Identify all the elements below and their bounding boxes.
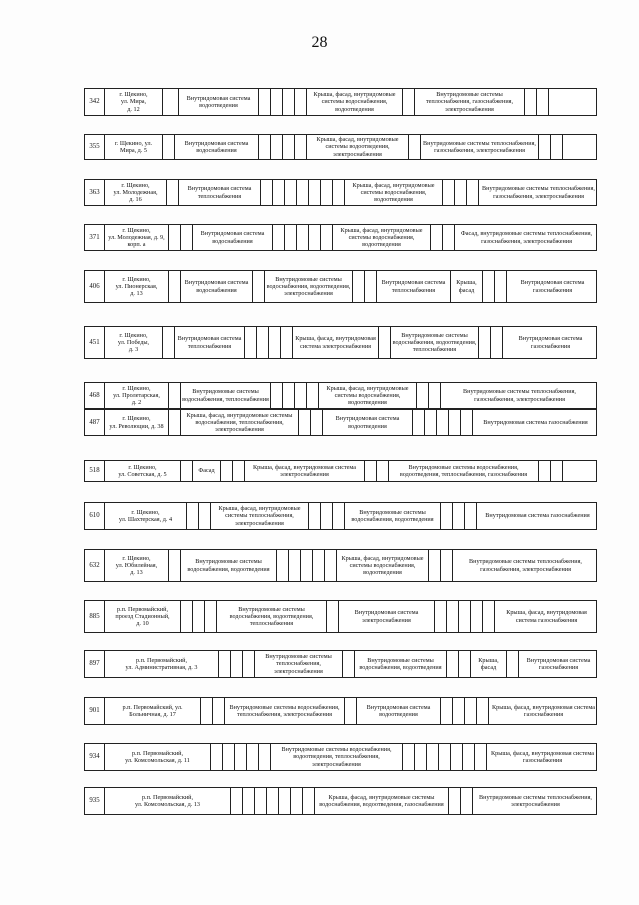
empty-cell	[169, 383, 181, 408]
work-cell: Внутридомовая система теплоснабжения	[175, 327, 245, 358]
address-cell	[105, 550, 169, 581]
empty-cell	[475, 744, 487, 770]
work-cell: Внутридомовые системы водоснабжения, водоотведения, электроснабжения	[265, 271, 353, 302]
work-cell: Фасад	[193, 461, 221, 481]
empty-cell	[435, 601, 447, 632]
work-cell: Крыша, фасад, внутридомовая система электроснабжения	[245, 461, 365, 481]
address-cell	[105, 744, 211, 770]
work-cell: Внутридомовые системы теплоснабжения, газоснабжения, электроснабжения	[463, 388, 576, 403]
empty-cell	[427, 744, 439, 770]
table-row	[84, 787, 597, 815]
work-cell: Крыша, фасад, внутридомовые системы водоотведения, электроснабжения	[307, 135, 409, 159]
empty-cell	[551, 461, 563, 481]
empty-cell	[321, 225, 333, 250]
empty-cell	[309, 225, 321, 250]
address-line: д. 3	[128, 346, 139, 354]
address-line: ул. Молодежная, д. 9,	[108, 233, 165, 241]
table-row	[84, 134, 597, 160]
empty-cell	[181, 461, 193, 481]
empty-cell	[245, 327, 257, 358]
empty-cell	[413, 410, 425, 435]
empty-cell	[333, 503, 345, 529]
empty-cell	[295, 135, 307, 159]
table-row	[84, 697, 597, 725]
address-cell	[105, 788, 231, 814]
empty-cell	[365, 461, 377, 481]
address-line: г. Щекино,	[119, 91, 148, 99]
empty-cell	[223, 744, 235, 770]
empty-cell	[495, 271, 507, 302]
empty-cell	[277, 550, 289, 581]
address-line: г. Щекино,	[131, 508, 160, 516]
address-cell	[105, 461, 181, 481]
address-line: р.п. Первомайский,	[116, 605, 169, 613]
row-number: 342	[85, 89, 105, 115]
empty-cell	[199, 503, 211, 529]
work-cell: Крыша, фасад, внутридомовая система газоснабжения	[490, 749, 595, 764]
empty-cell	[221, 461, 233, 481]
address-cell	[105, 180, 167, 205]
empty-cell	[333, 180, 345, 205]
empty-cell	[163, 327, 175, 358]
empty-cell	[291, 788, 303, 814]
empty-cell	[297, 225, 309, 250]
empty-cell	[453, 698, 465, 724]
empty-cell	[471, 601, 483, 632]
empty-cell	[417, 383, 429, 408]
address-line: р.п. Первомайский,	[135, 656, 188, 664]
table-row	[84, 650, 597, 678]
empty-cell	[243, 788, 255, 814]
address-line: ул. Революции, д. 38	[109, 422, 164, 430]
address-line: р.п. Первомайский,	[131, 749, 184, 757]
work-cell: Внутридомовые системы водоснабжения, водоотведения	[181, 550, 277, 581]
work-cell: Внутридомовая система теплоснабжения	[179, 180, 261, 205]
address-cell	[105, 698, 201, 724]
empty-cell	[483, 601, 495, 632]
row-number: 406	[85, 271, 105, 302]
empty-cell	[211, 744, 223, 770]
address-line: г. Щекино, ул.	[114, 139, 153, 147]
address-line: проезд Стадионный,	[115, 612, 170, 620]
empty-cell	[219, 651, 231, 677]
table-row	[84, 224, 597, 251]
empty-cell	[283, 383, 295, 408]
empty-cell	[461, 788, 473, 814]
table-row	[84, 743, 597, 771]
row-number: 363	[85, 180, 105, 205]
empty-cell	[295, 383, 307, 408]
empty-cell	[415, 744, 427, 770]
empty-cell	[311, 410, 323, 435]
work-cell: Внутридомовые системы теплоснабжения, электроснабжения	[479, 793, 592, 808]
work-cell: Внутридомовые системы водоснабжения, водоотведения, теплоснабжения	[391, 327, 479, 358]
empty-cell	[299, 410, 311, 435]
work-cell: Внутридомовые системы водоснабжения, водоотведения, теплоснабжения, электроснабжения	[271, 744, 403, 770]
work-cell: Внутридомовая система газоснабжения	[520, 279, 585, 294]
address-line: г. Щекино,	[119, 331, 148, 339]
table-row	[84, 502, 597, 530]
empty-cell	[273, 225, 285, 250]
empty-cell	[285, 180, 297, 205]
empty-cell	[273, 180, 285, 205]
address-line: д. 13	[130, 290, 143, 298]
empty-cell	[303, 788, 315, 814]
address-cell	[105, 225, 169, 250]
work-cell: Крыша, фасад, внутридомовые системы водоснабжения, водоотведения	[319, 383, 417, 408]
empty-cell	[169, 271, 181, 302]
work-cell: Внутридомовые системы теплоснабжения, газоснабжения, электроснабжения	[415, 89, 525, 115]
work-cell: Крыша, фасад	[471, 651, 507, 677]
address-line: р.п. Первомайский, ул.	[122, 703, 183, 711]
row-number: 610	[85, 503, 105, 529]
empty-cell	[443, 225, 455, 250]
empty-cell	[181, 225, 193, 250]
row-number: 632	[85, 550, 105, 581]
table-row	[84, 270, 597, 303]
row-number: 355	[85, 135, 105, 159]
empty-cell	[205, 601, 217, 632]
empty-cell	[437, 410, 449, 435]
empty-cell	[257, 327, 269, 358]
empty-cell	[281, 327, 293, 358]
address-cell	[105, 601, 181, 632]
table-row	[84, 88, 597, 116]
row-number: 451	[85, 327, 105, 358]
work-cell: Внутридомовые системы теплоснабжения, газоснабжения, электроснабжения	[421, 135, 539, 159]
empty-cell	[169, 225, 181, 250]
work-cell: Внутридомовые системы водоснабжения, водоотведения	[355, 651, 447, 677]
work-cell: Крыша, фасад, внутридомовые системы водоснабжения, водоотведения, газоснабжения	[315, 788, 449, 814]
table-row	[84, 179, 597, 206]
address-line: ул. Административная, д. 3	[125, 664, 198, 671]
empty-cell	[449, 410, 461, 435]
work-cell: Внутридомовые системы водоснабжения, водоотведения	[345, 503, 441, 529]
work-cell: Внутридомовая система теплоснабжения	[377, 271, 451, 302]
empty-cell	[467, 180, 479, 205]
empty-cell	[563, 135, 598, 159]
work-cell: Крыша, фасад, внутридомовые системы теплоснабжения, электроснабжения	[211, 503, 309, 529]
empty-cell	[231, 651, 243, 677]
empty-cell	[447, 601, 459, 632]
empty-cell	[453, 503, 465, 529]
empty-cell	[449, 788, 461, 814]
address-cell	[105, 135, 163, 159]
empty-cell	[465, 698, 477, 724]
empty-cell	[259, 135, 271, 159]
address-cell	[105, 410, 169, 435]
empty-cell	[163, 89, 179, 115]
table-row	[84, 600, 597, 633]
empty-cell	[193, 601, 205, 632]
empty-cell	[283, 135, 295, 159]
address-line: г. Щекино,	[121, 181, 150, 189]
row-number: 934	[85, 744, 105, 770]
address-line: ул. Мира,	[120, 98, 147, 106]
address-line: г. Щекино,	[128, 463, 157, 471]
empty-cell	[539, 461, 551, 481]
empty-cell	[201, 698, 213, 724]
work-cell: Внутридомовая система водоснабжения	[181, 271, 253, 302]
empty-cell	[327, 601, 339, 632]
empty-cell	[259, 744, 271, 770]
work-cell: Крыша, фасад, внутридомовые системы водоснабжения, водоотведения	[337, 550, 429, 581]
address-line: д. 12	[127, 105, 140, 113]
empty-cell	[255, 788, 267, 814]
empty-cell	[167, 180, 179, 205]
row-number: 487	[85, 410, 105, 435]
empty-cell	[447, 651, 459, 677]
empty-cell	[443, 180, 455, 205]
work-cell: Внутридомовая система газоснабжения	[518, 335, 583, 350]
work-cell: Внутридомовые системы водоснабжения, теплоснабжения, электроснабжения	[225, 698, 345, 724]
row-number: 518	[85, 461, 105, 481]
work-cell: Внутридомовые системы теплоснабжения, электроснабжения	[255, 651, 343, 677]
address-line: д. 13	[130, 569, 143, 577]
empty-cell	[243, 651, 255, 677]
table-row	[84, 382, 597, 409]
table-row	[84, 409, 597, 436]
work-cell: Внутридомовая система электроснабжения	[339, 601, 435, 632]
work-cell: Внутридомовые системы водоснабжения, теплоснабжения	[181, 383, 271, 408]
empty-cell	[479, 327, 491, 358]
address-line: д. 10	[136, 620, 149, 628]
empty-cell	[539, 135, 551, 159]
work-cell: Внутридомовая система водоотведения	[357, 698, 441, 724]
empty-cell	[309, 503, 321, 529]
work-cell: Внутридомовые системы теплоснабжения, газоснабжения, электроснабжения	[482, 185, 595, 200]
empty-cell	[163, 135, 175, 159]
empty-cell	[477, 698, 489, 724]
work-cell: Крыша, фасад, внутридомовые системы водоснабжения, водоотведения	[307, 89, 403, 115]
empty-cell	[353, 271, 365, 302]
row-number: 885	[85, 601, 105, 632]
address-line: ул. Шахтерская, д. 4	[118, 516, 173, 523]
empty-cell	[259, 89, 271, 115]
empty-cell	[321, 180, 333, 205]
empty-cell	[233, 461, 245, 481]
empty-cell	[343, 651, 355, 677]
work-cell: Крыша, фасад	[451, 271, 483, 302]
address-line: ул. Победы,	[117, 338, 150, 346]
address-line: ул. Комсомольская, д. 13	[134, 801, 201, 808]
work-cell: Крыша, фасад, внутридомовая система электроснабжения	[293, 327, 379, 358]
page-number: 28	[311, 34, 328, 51]
empty-cell	[403, 744, 415, 770]
empty-cell	[269, 327, 281, 358]
address-line: ул. Молодежная,	[113, 188, 158, 196]
empty-cell	[465, 503, 477, 529]
empty-cell	[261, 180, 273, 205]
empty-cell	[459, 601, 471, 632]
work-cell: Внутридомовые системы водоснабжения, водоотведения, теплоснабжения	[217, 601, 327, 632]
empty-cell	[429, 383, 441, 408]
address-line: ул. Советская, д. 5	[118, 471, 167, 478]
work-cell: Крыша, фасад, внутридомовые системы водоснабжения, водоотведения	[333, 225, 431, 250]
address-line: г. Щекино,	[122, 275, 151, 283]
address-cell	[105, 383, 169, 408]
empty-cell	[283, 89, 295, 115]
work-cell: Фасад, внутридомовые системы теплоснабжения, газоснабжения, электроснабжения	[460, 230, 593, 245]
empty-cell	[377, 461, 389, 481]
empty-cell	[429, 550, 441, 581]
empty-cell	[537, 89, 549, 115]
empty-cell	[289, 550, 301, 581]
empty-cell	[235, 744, 247, 770]
work-cell: Внутридомовая система газоснабжения	[526, 656, 591, 671]
empty-cell	[345, 698, 357, 724]
empty-cell	[551, 135, 563, 159]
empty-cell	[301, 550, 313, 581]
empty-cell	[267, 788, 279, 814]
empty-cell	[463, 744, 475, 770]
empty-cell	[455, 180, 467, 205]
empty-cell	[461, 410, 473, 435]
address-line: ул. Пионерская,	[115, 282, 158, 290]
empty-cell	[563, 461, 598, 481]
empty-cell	[285, 225, 297, 250]
work-cell: Внутридомовые системы водоснабжения, водоотведения, теплоснабжения, газоснабжения	[389, 461, 539, 481]
empty-cell	[309, 180, 321, 205]
empty-cell	[425, 410, 437, 435]
row-number: 371	[85, 225, 105, 250]
empty-cell	[507, 651, 519, 677]
table-row	[84, 326, 597, 359]
address-line: г. Щекино,	[122, 226, 151, 234]
address-line: ул. Комсомольская, д. 11	[125, 757, 190, 764]
empty-cell	[403, 89, 415, 115]
address-cell	[105, 651, 219, 677]
address-line: г. Щекино,	[122, 415, 151, 423]
work-cell: Внутридомовые системы теплоснабжения, газоснабжения, электроснабжения	[469, 558, 582, 573]
work-cell: Внутридомовая система водоснабжения	[175, 135, 259, 159]
empty-cell	[271, 89, 283, 115]
empty-cell	[431, 225, 443, 250]
empty-cell	[491, 327, 503, 358]
address-line: ул. Пролетарская,	[113, 391, 160, 399]
empty-cell	[307, 383, 319, 408]
work-cell: Внутридомовая система газоснабжения	[483, 418, 588, 426]
empty-cell	[439, 744, 451, 770]
empty-cell	[365, 271, 377, 302]
empty-cell	[549, 89, 598, 115]
empty-cell	[441, 550, 453, 581]
empty-cell	[451, 744, 463, 770]
address-line: г. Щекино,	[122, 384, 151, 392]
address-line: г. Щекино,	[122, 554, 151, 562]
work-cell: Внутридомовая система газоснабжения	[485, 512, 590, 520]
address-cell	[105, 503, 187, 529]
address-line: корп. а	[127, 241, 146, 249]
address-cell	[105, 327, 163, 358]
empty-cell	[459, 651, 471, 677]
empty-cell	[169, 410, 181, 435]
work-cell: Крыша, фасад, внутридомовая система газоснабжения	[506, 609, 587, 624]
empty-cell	[441, 698, 453, 724]
empty-cell	[313, 550, 325, 581]
address-line: ул. Юбилейная,	[115, 561, 158, 569]
empty-cell	[247, 744, 259, 770]
work-cell: Крыша, фасад, внутридомовая система газоснабжения	[491, 703, 596, 718]
empty-cell	[271, 383, 283, 408]
empty-cell	[231, 788, 243, 814]
address-line: д. 16	[129, 196, 142, 204]
empty-cell	[169, 550, 181, 581]
work-cell: Крыша, фасад, внутридомовые системы водоснабжения, водоотведения	[345, 180, 443, 205]
empty-cell	[213, 698, 225, 724]
work-cell: Внутридомовая система водоснабжения	[193, 225, 273, 250]
row-number: 901	[85, 698, 105, 724]
address-line: Мира, д. 5	[119, 147, 148, 154]
table-row	[84, 549, 597, 582]
row-number: 897	[85, 651, 105, 677]
empty-cell	[271, 135, 283, 159]
address-cell	[105, 89, 163, 115]
work-cell: Внутридомовая система водоотведения	[323, 410, 413, 435]
address-cell	[105, 271, 169, 302]
empty-cell	[441, 503, 453, 529]
empty-cell	[321, 503, 333, 529]
empty-cell	[325, 550, 337, 581]
empty-cell	[187, 503, 199, 529]
empty-cell	[483, 271, 495, 302]
address-line: р.п. Первомайский,	[141, 793, 194, 801]
address-line: Больничная, д. 17	[129, 711, 176, 718]
empty-cell	[181, 601, 193, 632]
empty-cell	[525, 89, 537, 115]
empty-cell	[279, 788, 291, 814]
table-row	[84, 460, 597, 482]
row-number: 468	[85, 383, 105, 408]
row-number: 935	[85, 788, 105, 814]
address-line: д. 2	[131, 399, 142, 407]
empty-cell	[297, 180, 309, 205]
empty-cell	[409, 135, 421, 159]
empty-cell	[295, 89, 307, 115]
empty-cell	[253, 271, 265, 302]
empty-cell	[379, 327, 391, 358]
work-cell: Крыша, фасад, внутридомовые системы водоснабжения, теплоснабжения, электроснабжения	[181, 410, 299, 435]
work-cell: Внутридомовая система водоотведения	[179, 89, 259, 115]
